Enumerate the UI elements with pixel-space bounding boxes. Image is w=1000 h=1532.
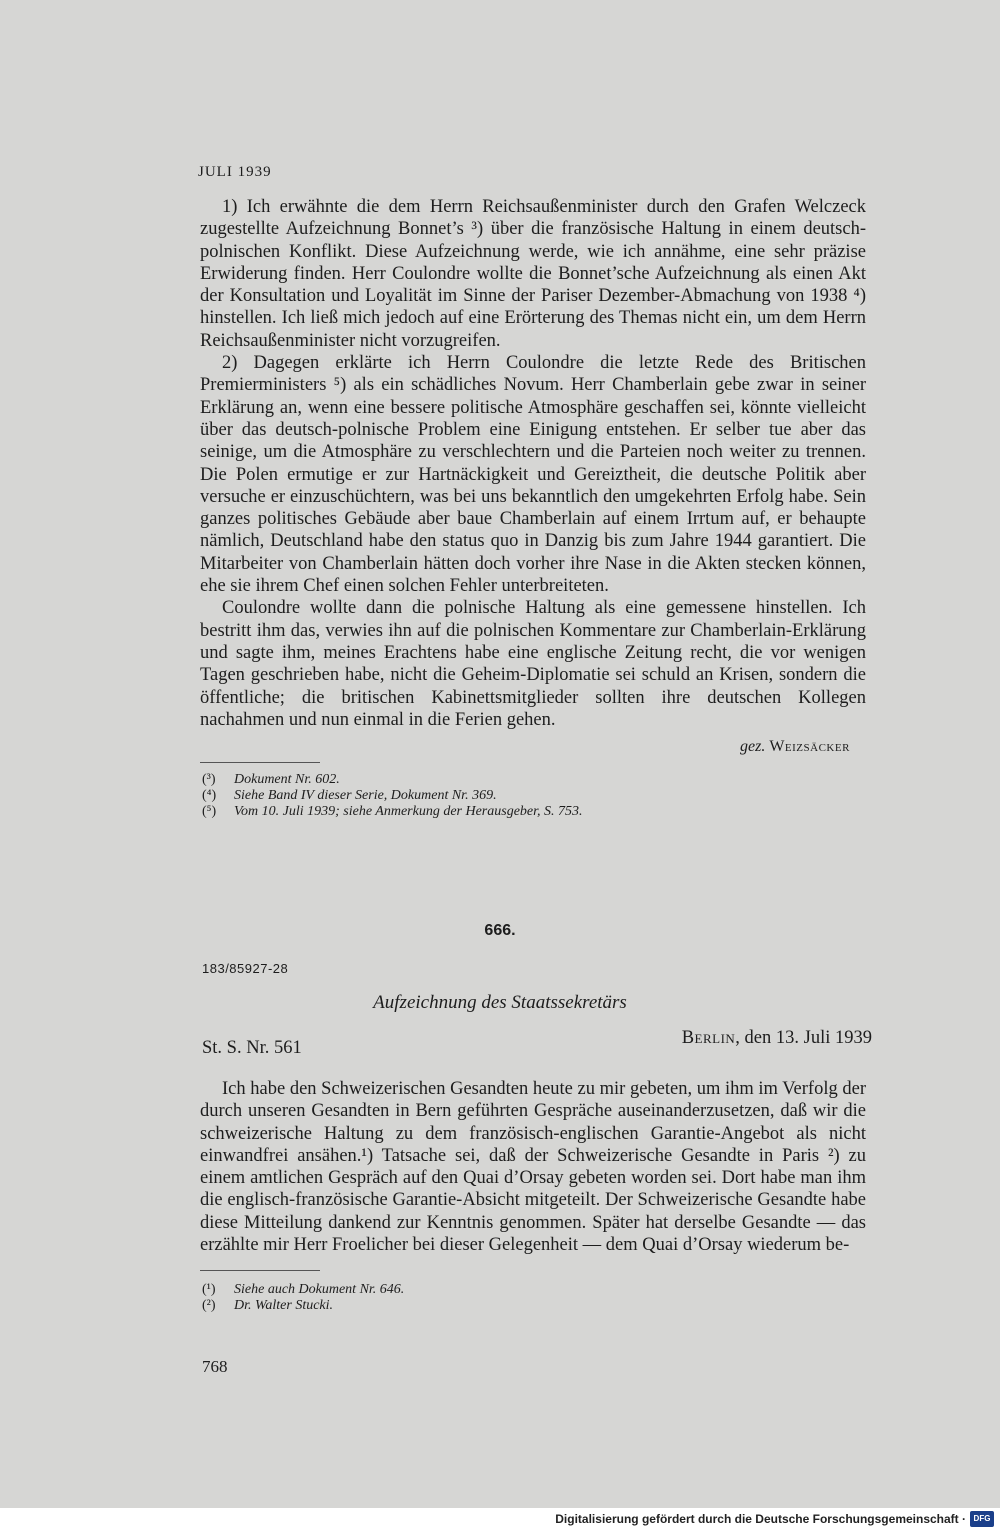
signature-prefix: gez. bbox=[740, 738, 770, 755]
footnote-text: Dr. Walter Stucki. bbox=[234, 1298, 334, 1313]
paragraph: Coulondre wollte dann die polnische Haltung als eine gemessene hinstellen. Ich bestritt ihm das, verwies ihn auf die polnischen Kommentare zur Chamberlain-Erklärung und sagte ihm, meines Erachtens habe eine englische Zeitung recht, die vor wenigen Tagen geschrieben habe, nicht die Geheim-Diplomatie sei schuld an Krisen, sondern die öffentliche; die britischen Kabinettsmitglieder sollten ihre deutschen Kollegen nachahmen und nun einmal in die Ferien gehen. bbox=[200, 598, 866, 730]
footnote-number: (⁵) bbox=[202, 804, 217, 819]
place: Berlin bbox=[681, 1028, 736, 1048]
document-reference: St. S. Nr. 561 bbox=[202, 1038, 302, 1058]
date: , den 13. Juli 1939 bbox=[735, 1028, 872, 1048]
footer-bar bbox=[0, 1508, 1000, 1532]
paragraph: 1) Ich erwähnte die dem Herrn Reichsaußenminister durch den Grafen Welczeck zugestellte Aufzeichnung Bonnet’s ³) über die französische Haltung in einem deutsch-polnischen Konflikt. Diese Aufzeichnung werde, wie ich annähme, eine sehr präzise Erwiderung finden. Herr Coulondre wollte die Bonnet’sche Aufzeichnung als einen Akt der Konsultation und Loyalität im Sinne der Pariser Dezember-Abmachung von 1938 ⁴) hinstellen. Ich ließ mich jedoch auf eine Erörterung des Themas nicht ein, um dem Herrn Reichsaußenminister nicht vorzugreifen. bbox=[200, 197, 866, 351]
funding-notice: Digitalisierung gefördert durch die Deutsche Forschungsgemeinschaft · bbox=[555, 1512, 966, 1526]
dfg-logo: DFG bbox=[970, 1511, 994, 1527]
footnote-number: (²) bbox=[202, 1298, 216, 1313]
running-head: JULI 1939 bbox=[198, 164, 272, 180]
page-number: 768 bbox=[202, 1357, 228, 1376]
footnotes-section-2 bbox=[202, 1282, 802, 1314]
footnote-number: (⁴) bbox=[202, 788, 217, 803]
footnote bbox=[202, 788, 802, 804]
footnote-text: Dokument Nr. 602. bbox=[234, 772, 340, 787]
footnote-text: Siehe Band IV dieser Serie, Dokument Nr. 369. bbox=[234, 788, 497, 803]
footnote bbox=[202, 772, 802, 788]
footnotes-section-1 bbox=[202, 772, 802, 820]
footnote bbox=[202, 804, 802, 820]
paragraph: Ich habe den Schweizerischen Gesandten heute zu mir gebeten, um ihm im Verfolg der durch unseren Gesandten in Bern geführten Gespräche auseinanderzusetzen, daß wir die schweizerische Haltung zu dem französisch-englischen Garantie-Angebot als nicht einwandfrei ansähen.¹) Tatsache sei, daß der Schweizerische Gesandte in Paris ²) zu einem amtlichen Gespräch auf den Quai d’Orsay gebeten worden sei. Dort habe man ihm die englisch-französische Garantie-Absicht mitgeteilt. Der Schweizerische Gesandte habe diese Mitteilung dankend zur Kenntnis genommen. Später hat derselbe Gesandte — das erzählte mir Herr Froelicher bei dieser Gelegenheit — dem Quai d’Orsay wiederum be- bbox=[200, 1079, 866, 1256]
signature bbox=[740, 738, 850, 756]
footnote-number: (³) bbox=[202, 772, 216, 787]
footnote-rule bbox=[200, 762, 320, 763]
document-title: Aufzeichnung des Staatssekretärs bbox=[373, 992, 627, 1013]
signature-name: Weizsäcker bbox=[769, 738, 850, 755]
archive-reference: 183/85927-28 bbox=[202, 961, 289, 976]
footnote bbox=[202, 1298, 802, 1314]
place-date bbox=[682, 1028, 872, 1049]
section-2-body bbox=[200, 1078, 866, 1256]
footnote-text: Vom 10. Juli 1939; siehe Anmerkung der Herausgeber, S. 753. bbox=[234, 804, 583, 819]
footnote-number: (¹) bbox=[202, 1282, 216, 1297]
footnote bbox=[202, 1282, 802, 1298]
footnote-text: Siehe auch Dokument Nr. 646. bbox=[234, 1282, 405, 1297]
paragraph: 2) Dagegen erklärte ich Herrn Coulondre die letzte Rede des Britischen Premierministers ⁵) als ein schädliches Novum. Herr Chamberlain gebe zwar in seiner Erklärung an, wenn eine bessere politische Atmosphäre geschaffen sei, könnte vielleicht über das deutsch-polnische Problem eine Einigung entstehen. Er selber tue aber das seinige, um die Atmosphäre zu verschlechtern und die Parteien noch weiter zu trennen. Die Polen ermutige er zur Hartnäckigkeit und Gereiztheit, die deutsche Politik aber versuche er einzuschüchtern, was bei uns bekanntlich den umgekehrten Erfolg habe. Sein ganzes politisches Gebäude aber baue Chamberlain auf einem Irrtum auf, er behaupte nämlich, Deutschland habe den status quo in Danzig bis zum Jahre 1944 garantiert. Die Mitarbeiter von Chamberlain hätten doch vorher ihre Nase in die Akten stecken können, ehe sie ihrem Chef einen solchen Fehler unterbreiteten. bbox=[200, 353, 866, 597]
document-number: 666. bbox=[484, 922, 516, 939]
footnote-rule bbox=[200, 1270, 320, 1271]
section-1-body bbox=[200, 196, 866, 731]
